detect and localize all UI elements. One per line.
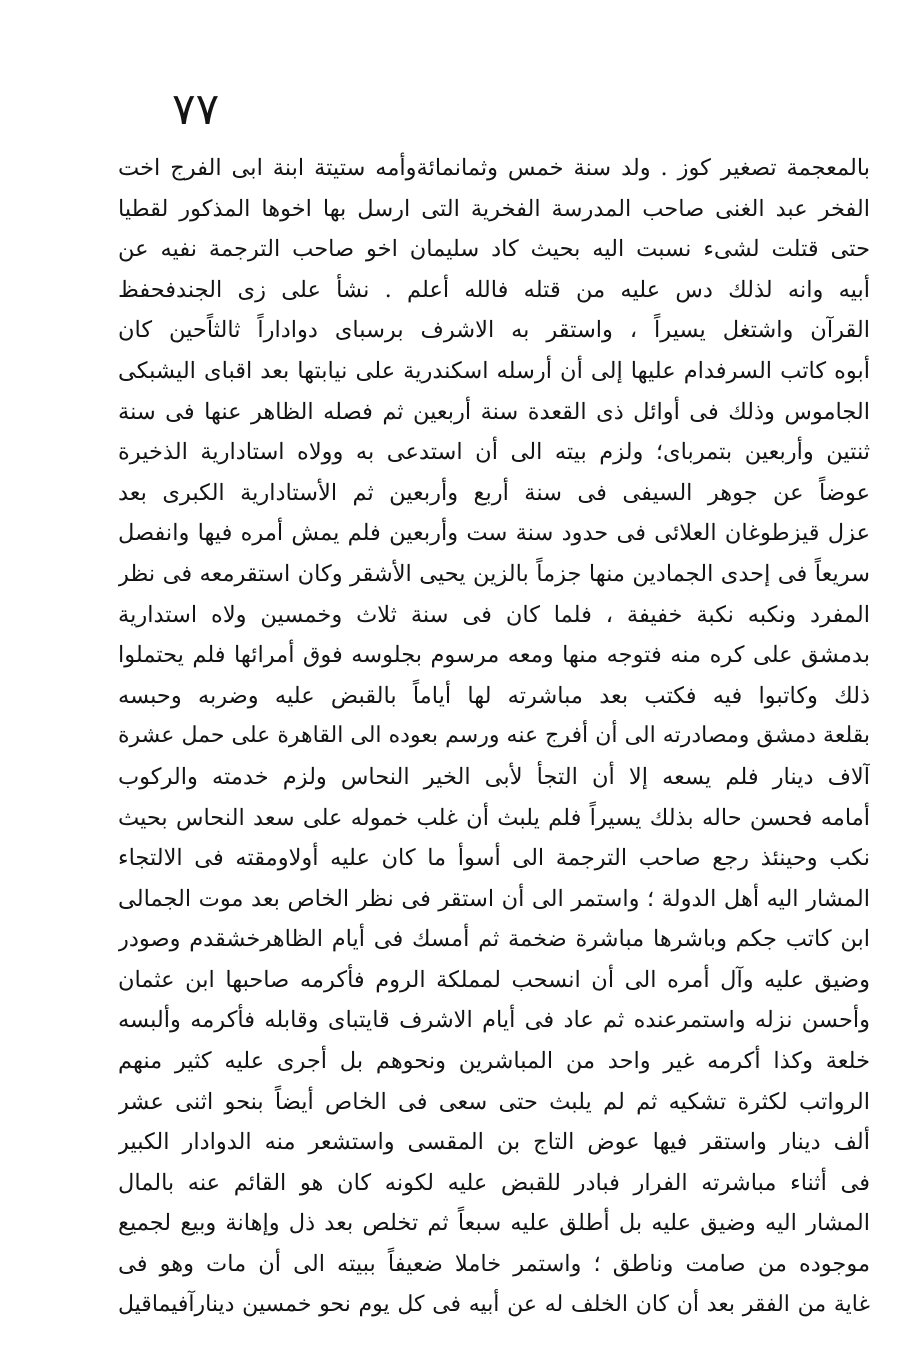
text-line: الرواتب لكثرة تشكيه ثم لم يلبث حتى سعى فى الخاص أيضاً بنحو اثنى عشر xyxy=(118,1088,870,1115)
text-line: ابن كاتب جكم وباشرها مباشرة ضخمة ثم أمسك فى أيام الظاهرخشقدم وصودر xyxy=(118,926,870,953)
text-line: موجوده من صامت وناطق ؛ واستمر خاملا ضعيفاً ببيته الى أن مات وهو فى xyxy=(118,1251,870,1278)
text-line: ثنتين وأربعين بتمرباى؛ ولزم بيته الى أن استدعى به وولاه استادارية الذخيرة xyxy=(118,439,870,466)
page-number: ٧٧ xyxy=(172,84,220,135)
text-line: خلعة وكذا أكرمه غير واحد من المباشرين ونحوهم بل أجرى عليه كثير منهم xyxy=(118,1048,870,1075)
text-line: أبوه كاتب السرفدام عليها إلى أن أرسله اسكندرية على نيابتها بعد اقباى اليشبكى xyxy=(118,357,870,384)
text-line: بقلعة دمشق ومصادرته الى أن أفرج عنه ورسم بعوده الى القاهرة على حمل عشرة xyxy=(118,723,870,749)
text-line: نكب وحينئذ رجع صاحب الترجمة الى أسوأ ما كان عليه أولاومقته فى الالتجاء xyxy=(118,845,870,872)
text-line: المشار اليه وضيق عليه بل أطلق عليه سبعاً ثم تخلص بعد ذل وإهانة وبيع لجميع xyxy=(118,1210,870,1237)
text-line: المفرد ونكبه نكبة خفيفة ، فلما كان فى سنة ثلاث وخمسين ولاه استدارية xyxy=(118,601,870,628)
text-line: أمامه فحسن حاله بذلك يسيراً فلم يلبث أن غلب خموله على سعد النحاس بحيث xyxy=(118,804,870,831)
text-line: فى أثناء مباشرته الفرار فبادر للقبض عليه لكونه كان هو القائم عنه بالمال xyxy=(118,1169,870,1196)
text-line: القرآن واشتغل يسيراً ، واستقر به الاشرف برسباى دواداراً ثالثاًحين كان xyxy=(118,317,870,344)
text-line: المشار اليه أهل الدولة ؛ واستمر الى أن استقر فى نظر الخاص بعد موت الجمالى xyxy=(118,885,870,912)
text-line: وأحسن نزله واستمرعنده ثم عاد فى أيام الاشرف قايتباى وقابله فأكرمه وألبسه xyxy=(118,1007,870,1034)
text-line: سريعاً فى إحدى الجمادين منها جزماً بالزين يحيى الأشقر وكان استقرمعه فى نظر xyxy=(118,560,870,587)
text-line: بالمعجمة تصغير كوز . ولد سنة خمس وثمانمائةوأمه ستيتة ابنة ابى الفرج اخت xyxy=(118,155,870,181)
text-line: الفخر عبد الغنى صاحب المدرسة الفخرية التى ارسل بها اخوها المذكور لقطيا xyxy=(118,195,870,222)
text-line: آلاف دينار فلم يسعه إلا أن التجأ لأبى الخير النحاس ولزم خدمته والركوب xyxy=(118,763,870,790)
text-line: ألف دينار واستقر فيها عوض التاج بن المقسى واستشعر منه الدوادار الكبير xyxy=(118,1129,870,1156)
text-line: الجاموس وذلك فى أوائل ذى القعدة سنة أربعين ثم فصله الظاهر عنها فى سنة xyxy=(118,398,870,425)
text-line: ذلك وكاتبوا فيه فكتب بعد مباشرته لها أياماً بالقبض عليه وضربه وحبسه xyxy=(118,682,870,709)
text-line: غاية من الفقر بعد أن كان الخلف له عن أبيه فى كل يوم نحو خمسين دينارآفيماقيل xyxy=(118,1291,870,1317)
text-line: عوضاً عن جوهر السيفى فى سنة أربع وأربعين ثم الأستادارية الكبرى بعد xyxy=(118,479,870,506)
text-line: وضيق عليه وآل أمره الى أن انسحب لمملكة الروم فأكرمه صاحبها ابن عثمان xyxy=(118,966,870,993)
text-line: عزل قيزطوغان العلائى فى حدود سنة ست وأربعين فلم يمش أمره فيها وانفصل xyxy=(118,520,870,547)
text-line: حتى قتلت لشىء نسبت اليه بحيث كاد سليمان اخو صاحب الترجمة نفيه عن xyxy=(118,236,870,263)
body-text xyxy=(118,148,870,1325)
text-line: بدمشق على كره منه فتوجه منها ومعه مرسوم بجلوسه فوق أمرائها فلم يحتملوا xyxy=(118,642,870,669)
text-line: أبيه وانه لذلك دس عليه من قتله فالله أعلم . نشأ على زى الجندفحفظ xyxy=(118,276,870,303)
